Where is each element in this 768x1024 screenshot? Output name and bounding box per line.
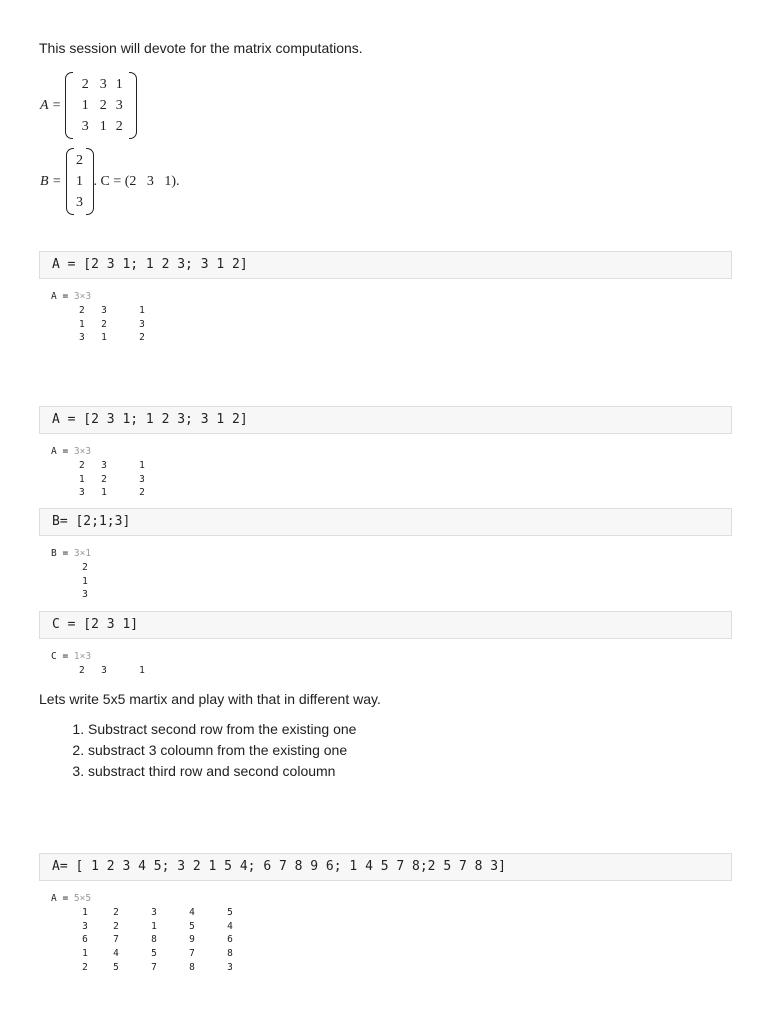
- output-cell-2: A = 3×3 2 3 1 1 2 3 3 1 2: [51, 445, 167, 500]
- output-matrix-1: 2 3 1 1 2 3 3 1 2: [79, 304, 145, 344]
- code-cell-2[interactable]: A = [2 3 1; 1 2 3; 3 1 2]: [39, 406, 732, 434]
- matrix-a: [65, 72, 137, 139]
- list-item: 3. substract third row and second coloumn: [88, 761, 356, 782]
- output-cell-1: A = 3×3 2 3 1 1 2 3 3 1 2: [51, 290, 167, 345]
- matrix-b-grid: 2 1 3: [76, 153, 83, 210]
- output-matrix-4: 2 3 1: [79, 664, 145, 676]
- steps-list: [53, 719, 356, 782]
- equation-a: [40, 72, 137, 139]
- code-cell-4[interactable]: C = [2 3 1]: [39, 611, 732, 639]
- matrix-b: [66, 148, 94, 215]
- equation-a-label: A =: [40, 97, 62, 113]
- output-matrix-3: 2 1 3: [82, 561, 88, 601]
- code-cell-5[interactable]: A= [ 1 2 3 4 5; 3 2 1 5 4; 6 7 8 9 6; 1 4 5 7 8;2 5 7 8 3]: [39, 853, 732, 881]
- matrix-a-grid: 2 3 1 1 2 3 3 1 2: [81, 77, 123, 134]
- output-cell-4: C = 1×3 2 3 1: [51, 650, 167, 678]
- output-matrix-2: 2 3 1 1 2 3 3 1 2: [79, 459, 145, 499]
- output-cell-5: A = 5×5 1 2 3 4 5 3 2 1 5 4 6 7 8 9 6 1 4 5 7 8 2 5 7 8 3: [51, 892, 243, 975]
- output-cell-3: B = 3×1 2 1 3: [51, 548, 92, 601]
- intro-text: This session will devote for the matrix computations.: [39, 40, 363, 56]
- code-cell-1[interactable]: A = [2 3 1; 1 2 3; 3 1 2]: [39, 251, 732, 279]
- paragraph-5x5: Lets write 5x5 martix and play with that in different way.: [39, 691, 381, 707]
- list-item: 2. substract 3 coloumn from the existing one: [88, 740, 356, 761]
- equation-b-label: B =: [40, 173, 62, 189]
- output-matrix-5: 1 2 3 4 5 3 2 1 5 4 6 7 8 9 6 1 4 5 7 8 2 5 7 8 3: [82, 906, 233, 973]
- equation-bc: [40, 148, 180, 215]
- list-item: 1. Substract second row from the existing one: [88, 719, 356, 740]
- equation-c: . C = (2 3 1).: [93, 173, 180, 189]
- code-cell-3[interactable]: B= [2;1;3]: [39, 508, 732, 536]
